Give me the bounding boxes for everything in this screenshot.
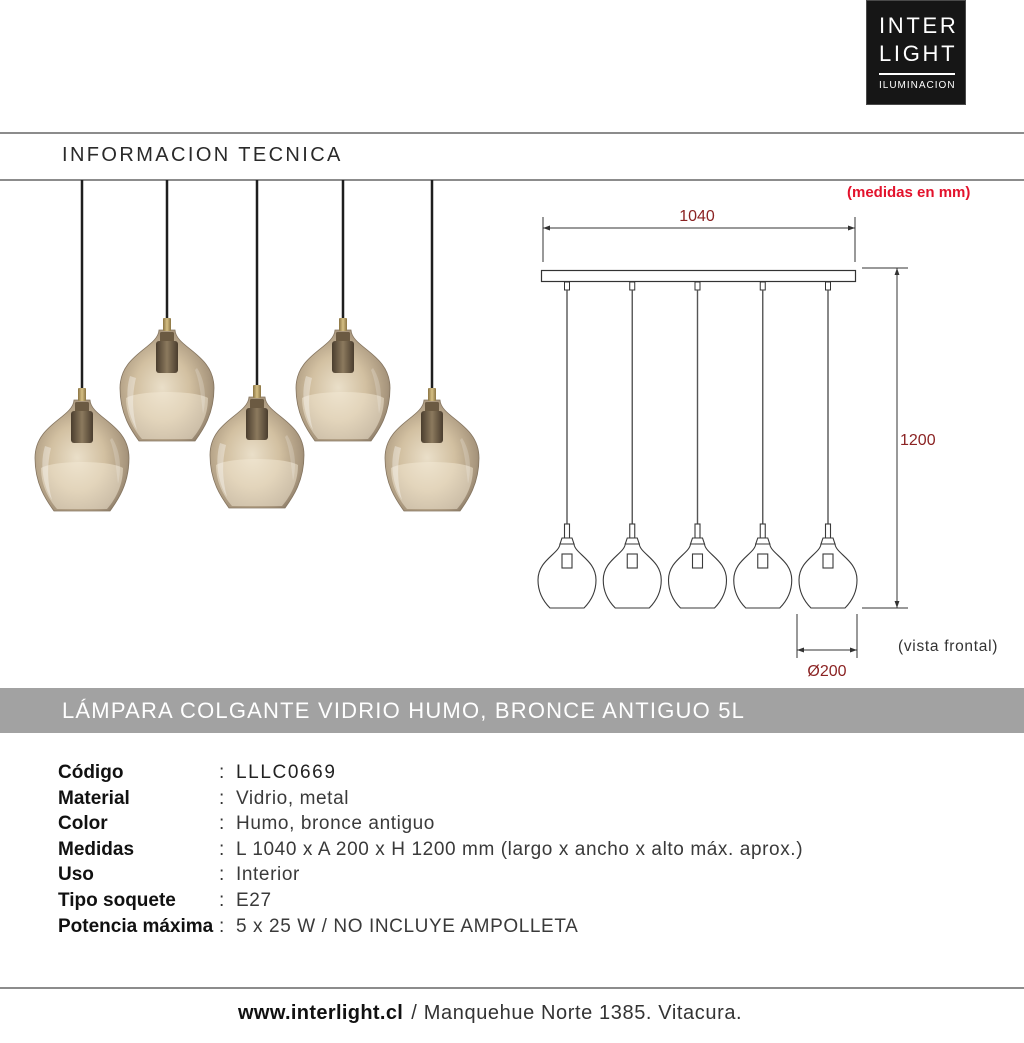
pendant-lamp (296, 318, 390, 441)
spec-value: Humo, bronce antiguo (236, 813, 435, 835)
footer-address: Manquehue Norte 1385. Vitacura. (423, 1002, 743, 1024)
pendant-ceiling-connector (565, 282, 570, 290)
top-divider (0, 132, 1024, 134)
pendant-ceiling-connector (760, 282, 765, 290)
logo-text-inter: INTER (879, 13, 959, 38)
ceiling-bar (542, 271, 856, 282)
diameter-dimension-label: Ø200 (807, 663, 847, 680)
spec-colon: : (219, 915, 225, 937)
product-title-band (0, 688, 1024, 733)
pendant-lamp (120, 318, 214, 441)
pendant-shade-drawing (538, 524, 596, 608)
pendant-lamp (385, 388, 479, 511)
spec-row-medidas (58, 837, 803, 863)
spec-value: 5 x 25 W / NO INCLUYE AMPOLLETA (236, 915, 579, 937)
pendant-drawing (799, 282, 857, 608)
spec-label: Tipo soquete (58, 889, 176, 911)
spec-colon: : (219, 864, 225, 886)
pendant-shade-drawing (799, 524, 857, 608)
footer (238, 1001, 742, 1025)
spec-row-codigo (58, 760, 803, 786)
section-title: INFORMACION TECNICA (62, 144, 343, 166)
spec-colon: : (219, 889, 225, 911)
pendant-shade-drawing (669, 524, 727, 608)
pendant-drawing (538, 282, 596, 608)
spec-label: Uso (58, 864, 94, 886)
spec-table (58, 760, 803, 939)
spec-row-potencia-maxima (58, 914, 803, 940)
pendant-lamp (210, 385, 304, 508)
technical-drawing (520, 180, 1024, 688)
pendant-shade-drawing (734, 524, 792, 608)
pendant-ceiling-connector (826, 282, 831, 290)
units-note: (medidas en mm) (847, 184, 971, 201)
logo-divider (879, 73, 955, 75)
logo-text-light: LIGHT (879, 41, 958, 66)
height-dimension-label: 1200 (900, 432, 936, 449)
spec-label: Potencia máxima (58, 915, 214, 937)
spec-colon: : (219, 787, 225, 809)
product-photo (0, 180, 500, 520)
spec-colon: : (219, 838, 225, 860)
spec-colon: : (219, 762, 225, 783)
product-title: LÁMPARA COLGANTE VIDRIO HUMO, BRONCE ANTIGUO 5L (62, 698, 746, 723)
spec-row-material (58, 786, 803, 812)
pendant-shade-drawing (603, 524, 661, 608)
interlight-logo (866, 0, 966, 105)
website-link[interactable]: www.interlight.cl (238, 1002, 404, 1024)
pendant-ceiling-connector (630, 282, 635, 290)
pendant-lamp (35, 388, 129, 511)
spec-row-tipo-soquete (58, 888, 803, 914)
pendant-drawing (603, 282, 661, 608)
spec-row-color (58, 811, 803, 837)
pendant-group (538, 282, 857, 608)
spec-value: LLLC0669 (236, 762, 337, 783)
view-note: (vista frontal) (898, 638, 999, 655)
pendant-ceiling-connector (695, 282, 700, 290)
spec-label: Medidas (58, 838, 135, 860)
spec-value: L 1040 x A 200 x H 1200 mm (largo x ancho x alto máx. aprox.) (236, 838, 804, 860)
spec-row-uso (58, 862, 803, 888)
spec-label: Color (58, 813, 108, 835)
spec-colon: : (219, 813, 225, 835)
spec-label: Código (58, 762, 124, 783)
logo-text-iluminacion: ILUMINACION (879, 80, 956, 91)
footer-divider (0, 987, 1024, 989)
spec-label: Material (58, 787, 130, 809)
pendant-drawing (669, 282, 727, 608)
footer-separator: / (411, 1002, 417, 1024)
spec-value: E27 (236, 889, 272, 911)
width-dimension-label: 1040 (679, 208, 715, 225)
pendant-drawing (734, 282, 792, 608)
spec-value: Interior (236, 864, 300, 886)
spec-value: Vidrio, metal (236, 787, 350, 809)
